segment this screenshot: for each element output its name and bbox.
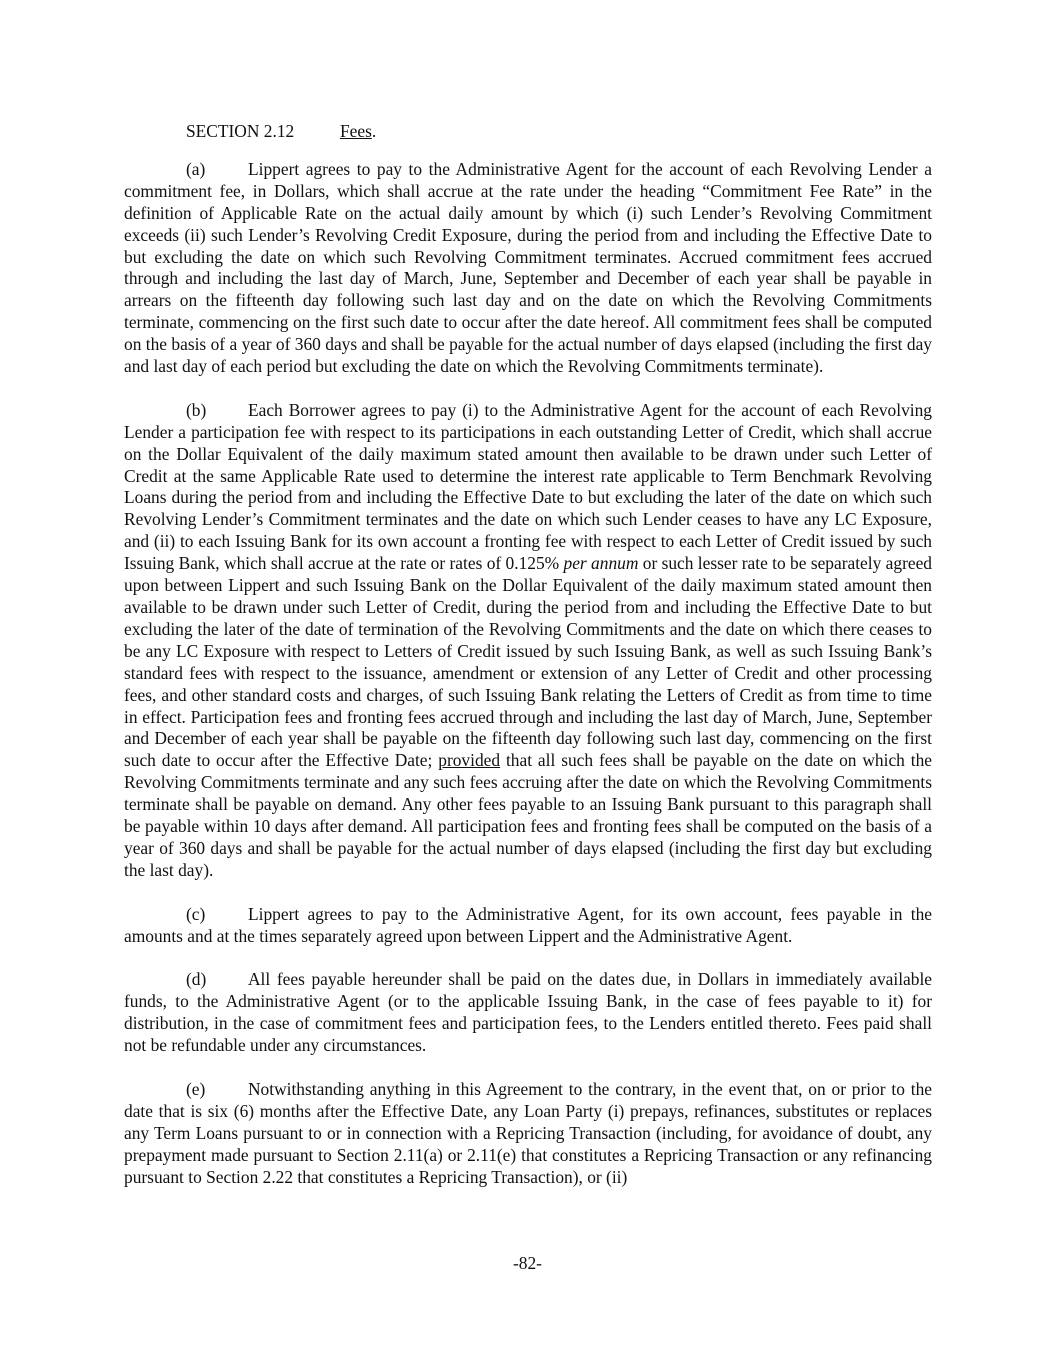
paragraph-b bbox=[124, 400, 932, 882]
paragraph-d bbox=[124, 969, 932, 1057]
section-heading bbox=[186, 121, 932, 143]
paragraph-e bbox=[124, 1079, 932, 1189]
paragraph-label: (a) bbox=[186, 158, 206, 179]
paragraph-text-part-1: Each Borrower agrees to pay (i) to the Administrative Agent for the account of each Revolving Lender a participation fee with respect to its participations in each outstanding Letter of Credit, which shall accrue on the Dollar Equivalent of the daily maximum stated amount then available to be drawn under such Letter of Credit at the same Applicable Rate used to determine the interest rate applicable to Term Benchmark Revolving Loans during the period from and including the Effective Date to but excluding the later of the date on which such Revolving Lender’s Commitment terminates and the date on which such Lender ceases to have any LC Exposure, and (ii) to each Issuing Bank for its own account a fronting fee with respect to each Letter of Credit issued by such Issuing Bank, which shall accrue at the rate or rates of 0.125% bbox=[124, 399, 932, 574]
section-title: Fees bbox=[340, 121, 372, 141]
paragraph-label: (e) bbox=[186, 1078, 206, 1099]
paragraph-label: (d) bbox=[186, 969, 207, 990]
underlined-term: provided bbox=[438, 750, 501, 771]
paragraph-label: (b) bbox=[186, 399, 207, 420]
paragraph-a bbox=[124, 159, 932, 378]
section-title-suffix: . bbox=[371, 121, 377, 141]
page-number: -82- bbox=[513, 1253, 542, 1273]
section-number: SECTION 2.12 bbox=[186, 121, 295, 141]
paragraph-c bbox=[124, 904, 932, 948]
document-page bbox=[124, 121, 932, 1210]
paragraph-text: Lippert agrees to pay to the Administrative Agent for the account of each Revolving Lender a commitment fee, in Dollars, which shall accrue at the rate under the heading “Commitment Fee Rate” in the definition of Applicable Rate on the actual daily amount by which (i) such Lender’s Revolving Commitment exceeds (ii) such Lender’s Revolving Credit Exposure, during the period from and including the Effective Date to but excluding the date on which such Revolving Commitment terminates. Accrued commitment fees accrued through and including the last day of March, June, September and December of each year shall be payable in arrears on the fifteenth day following such last day and on the date on which the Revolving Commitments terminate, commencing on the first such date to occur after the date hereof. All commitment fees shall be computed on the basis of a year of 360 days and shall be payable for the actual number of days elapsed (including the first day and last day of each period but excluding the date on which the Revolving Commitments terminate). bbox=[124, 158, 932, 377]
paragraph-text: Lippert agrees to pay to the Administrative Agent, for its own account, fees payable in the amounts and at the times separately agreed upon between Lippert and the Administrative Agent. bbox=[124, 903, 932, 946]
paragraph-label: (c) bbox=[186, 903, 206, 924]
paragraph-text-part-3: that all such fees shall be payable on the date on which the Revolving Commitments terminate and any such fees accruing after the date on which the Revolving Commitments terminate shall be payable on demand. Any other fees payable to an Issuing Bank pursuant to this paragraph shall be payable within 10 days after demand. All participation fees and fronting fees shall be computed on the basis of a year of 360 days and shall be payable for the actual number of days elapsed (including the first day but excluding the last day). bbox=[124, 750, 932, 880]
paragraph-text: Notwithstanding anything in this Agreement to the contrary, in the event that, on or prior to the date that is six (6) months after the Effective Date, any Loan Party (i) prepays, refinances, substitutes or replaces any Term Loans pursuant to or in connection with a Repricing Transaction (including, for avoidance of doubt, any prepayment made pursuant to Section 2.11(a) or 2.11(e) that constitutes a Repricing Transaction or any refinancing pursuant to Section 2.22 that constitutes a Repricing Transaction), or (ii) bbox=[124, 1078, 932, 1187]
paragraph-text-part-2: or such lesser rate to be separately agreed upon between Lippert and such Issuing Bank on the Dollar Equivalent of the daily maximum stated amount then available to be drawn under such Letter of Credit, during the period from and including the Effective Date to but excluding the later of the date of termination of the Revolving Commitments and the date on which there ceases to be any LC Exposure with respect to Letters of Credit issued by such Issuing Bank, as well as such Issuing Bank’s standard fees with respect to the issuance, amendment or extension of any Letter of Credit and other processing fees, and other standard costs and charges, of such Issuing Bank relating the Letters of Credit as from time to time in effect. Participation fees and fronting fees accrued through and including the last day of March, June, September and December of each year shall be payable on the fifteenth day following such last day, commencing on the first such date to occur after the Effective Date; bbox=[124, 553, 932, 771]
paragraph-text: All fees payable hereunder shall be paid on the dates due, in Dollars in immediately available funds, to the Administrative Agent (or to the applicable Issuing Bank, in the case of fees payable to it) for distribution, in the case of commitment fees and participation fees, to the Lenders entitled thereto. Fees paid shall not be refundable under any circumstances. bbox=[124, 969, 932, 1056]
italic-term: per annum bbox=[563, 553, 639, 574]
